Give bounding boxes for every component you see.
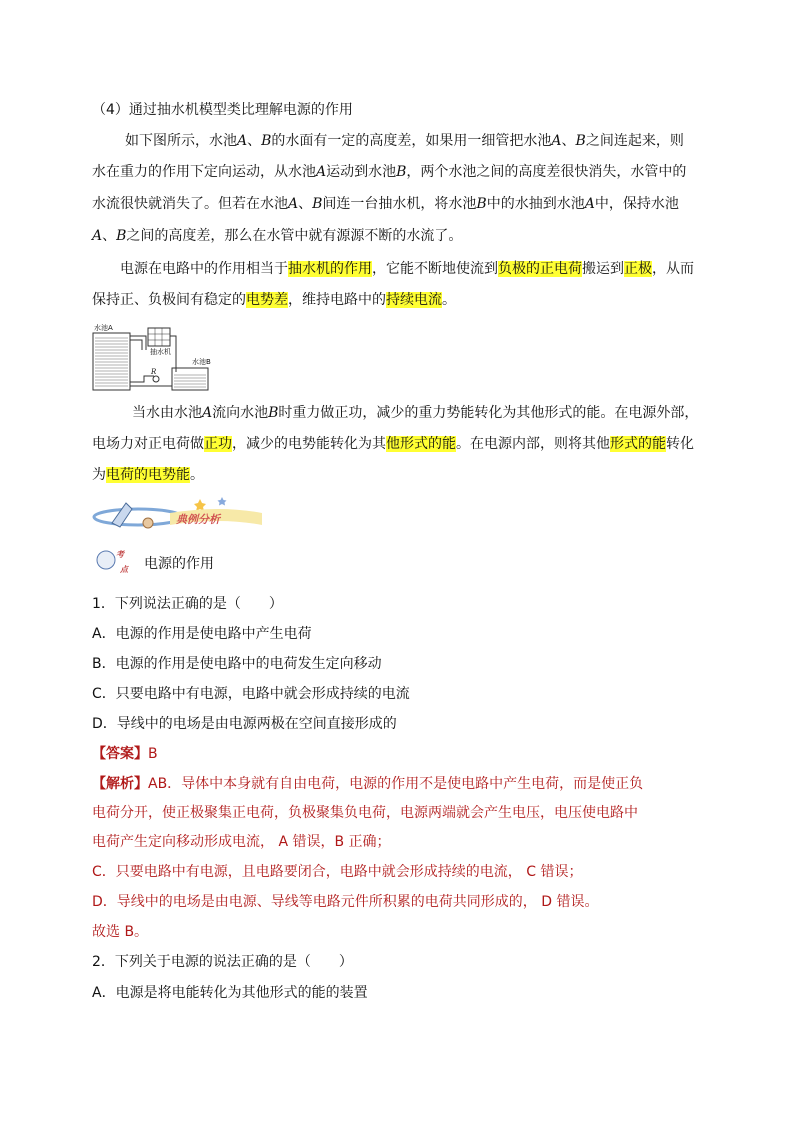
highlight-term: 电势差 [246,292,288,308]
q1-answer [92,744,158,764]
pool-b-water [174,375,206,387]
section-heading: （4）通过抽水机模型类比理解电源的作用 [92,102,353,118]
planet-icon [143,518,153,528]
highlight-term: 形式的能 [610,436,666,452]
q1-analysis-line-6: 故选 B。 [92,924,149,940]
paragraph-1-line-2: 水在重力的作用下定向运动，从水池A运动到水池B，两个水池之间的高度差很快消失，水管中的 [92,164,687,180]
kaodian-badge [94,546,134,578]
q1-analysis-line-3: 电荷产生定向移动形成电流， A 错误，B 正确； [92,834,391,850]
paragraph-1-line-4: A、B之间的高度差，那么在水管中就有源源不断的水流了。 [92,228,463,244]
highlight-term: 持续电流 [386,292,442,308]
example-analysis-banner [90,493,265,539]
paragraph-2-line-1: 电源在电路中的作用相当于抽水机的作用，它能不断地使流到负极的正电荷搬运到正极，从而 [120,261,694,277]
banner-text: 典例分析 [176,513,220,526]
pipe-top-inner [130,340,142,350]
highlight-term: 负极的正电荷 [498,261,582,277]
paragraph-3-line-2: 电场力对正电荷做正功，减少的电势能转化为其他形式的能。在电源内部，则将其他形式的能转化 [92,436,694,452]
badge-top-char: 考 [116,550,124,559]
pool-a-outline [93,333,130,390]
answer-value: B [148,746,158,762]
paragraph-3-line-1: 当水由水池A流向水池B时重力做正功，减少的重力势能转化为其他形式的能。在电源外部， [132,405,699,421]
badge-bottom-char: 点 [120,565,128,574]
highlight-term: 正功 [204,436,232,452]
q1-option-d: D．导线中的电场是由电源两极在空间直接形成的 [92,716,397,732]
pool-a-water [95,338,128,386]
star-icon [218,497,227,506]
q1-analysis-line-4: C．只要电路中有电源，且电路要闭合，电路中就会形成持续的电流， C 错误； [92,864,583,880]
water-pump-diagram [92,322,224,392]
pool-a-label: 水池A [94,324,113,332]
q1-analysis-line-5: D．导线中的电场是由电源、导线等电路元件所积累的电荷共同形成的， D 错误。 [92,894,599,910]
highlight-term: 正极 [624,261,652,277]
highlight-term: 电荷的电势能 [106,467,190,483]
valve-label: R [151,368,157,376]
q1-option-c: C．只要电路中有电源，电路中就会形成持续的电流 [92,686,410,702]
q2-option-a: A．电源是将电能转化为其他形式的能的装置 [92,985,368,1001]
paragraph-1-line-1: 如下图所示，水池A、B的水面有一定的高度差，如果用一细管把水池A、B之间连起来，则 [125,133,684,149]
q1-analysis-line-2: 电荷分开，使正极聚集正电荷，负极聚集负电荷，电源两端就会产生电压，电压使电路中 [92,805,638,821]
paragraph-2-line-2: 保持正、负极间有稳定的电势差，维持电路中的持续电流。 [92,292,456,308]
pipe-top [130,336,146,350]
pipe-bottom [130,376,154,382]
highlight-term: 他形式的能 [386,436,456,452]
q1-stem: 1．下列说法正确的是（ ） [92,596,283,612]
kaodian-title: 电源的作用 [144,556,214,572]
pool-b-label: 水池B [192,358,211,366]
badge-icon [97,551,115,569]
paragraph-1-line-3: 水流很快就消失了。但若在水池A、B间连一台抽水机，将水池B中的水抽到水池A中，保持水池 [92,196,679,212]
pump-box [148,328,170,346]
q2-stem: 2．下列关于电源的说法正确的是（ ） [92,954,353,970]
star-icon [194,499,206,511]
q1-analysis-line-1: 【解析】AB．导体中本身就有自由电荷，电源的作用不是使电路中产生电荷，而是使正负 [92,776,644,792]
q1-option-b: B．电源的作用是使电路中的电荷发生定向移动 [92,656,382,672]
highlight-term: 抽水机的作用 [288,261,372,277]
analysis-label: 【解析】 [92,776,148,792]
valve-icon [153,376,159,382]
banner-ring [94,509,182,525]
q1-option-a: A．电源的作用是使电路中产生电荷 [92,626,312,642]
pump-label: 抽水机 [150,348,171,356]
answer-label: 【答案】 [92,746,148,762]
paragraph-3-line-3: 为电荷的电势能。 [92,467,204,483]
